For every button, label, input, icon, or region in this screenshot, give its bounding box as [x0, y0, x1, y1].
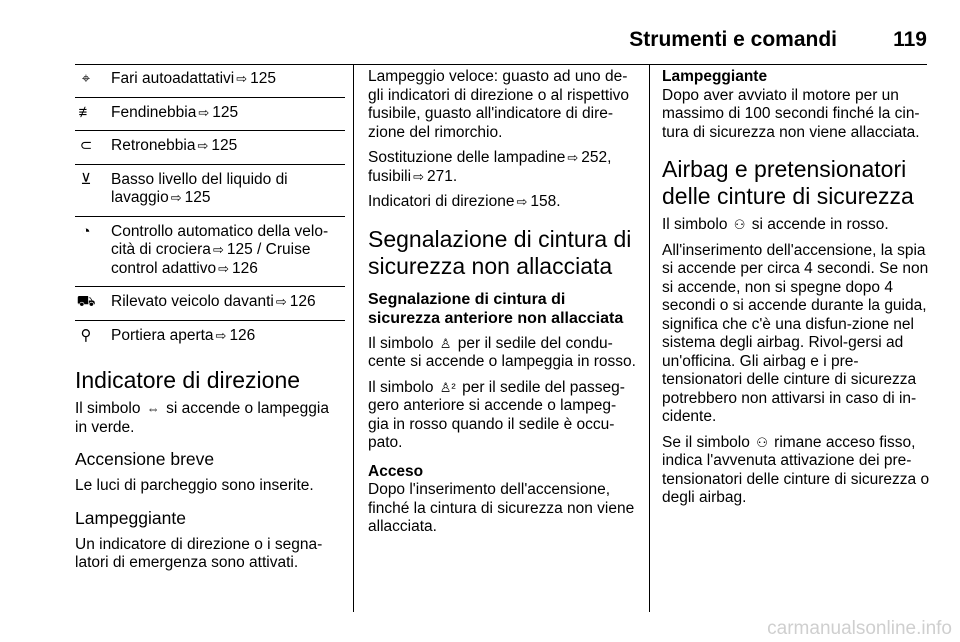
airbag-icon: ⚇: [733, 217, 746, 232]
text: Sostituzione delle lampadine: [368, 149, 566, 166]
indicator-text: / Cruise control adattivo: [111, 241, 311, 277]
page-ref-link[interactable]: ⇨ 125: [211, 241, 253, 258]
front-fog-light-icon: ≢: [78, 103, 94, 121]
subheading: Acceso: [368, 462, 424, 480]
page-title: Strumenti e comandi: [629, 28, 837, 51]
indicator-text: Rilevato veicolo davanti: [111, 293, 274, 310]
text: Il simbolo: [368, 378, 434, 396]
turn-signal-icon: ⇔: [146, 401, 160, 416]
page-number: 119: [893, 28, 927, 51]
text: per il sedile del condu-cente si accende o lampeggia in rosso.: [368, 334, 636, 370]
indicator-text: Portiera aperta: [111, 326, 214, 344]
page-ref-link[interactable]: ⇨ 125: [169, 189, 211, 206]
seatbelt-driver-icon: ♙: [439, 335, 452, 351]
section-heading: Segnalazione di cintura di sicurezza non allacciata: [368, 225, 632, 279]
indicator-text: Retronebbia: [111, 137, 196, 154]
paragraph: [662, 434, 932, 508]
page-ref-link[interactable]: ⇨ 126: [274, 293, 316, 310]
indicator-row-vehicle-ahead: [75, 287, 345, 321]
vehicle-ahead-icon: ⛟: [76, 293, 96, 310]
column-3: [662, 64, 932, 515]
text: rimane acceso fisso, indica l'avvenuta attivazione dei pre-tensionatori delle cinture di sicurezza o degli airbag.: [662, 433, 930, 506]
cruise-control-icon: ◔: [81, 222, 91, 240]
page-ref-link[interactable]: ⇨ 125: [196, 104, 238, 121]
subheading: Accensione breve: [75, 449, 215, 469]
text: si accende o lampeggia in verde.: [75, 400, 329, 436]
indicator-text: Controllo automatico della velo-cità di crociera: [111, 222, 329, 258]
page-ref-link[interactable]: ⇨ 126: [216, 260, 258, 277]
page-header: [75, 20, 927, 65]
page-ref-link[interactable]: ⇨ 125: [195, 137, 237, 154]
page-ref-link[interactable]: ⇨ 252: [565, 149, 607, 166]
paragraph: [368, 149, 636, 186]
column-1: [75, 64, 345, 580]
page-ref-link[interactable]: ⇨ 271: [411, 168, 453, 185]
paragraph: [75, 400, 345, 437]
paragraph: All'inserimento dell'accensione, la spia si accende per circa 4 secondi. Se non si accende, non si spegne dopo 4 secondi o si accende durante la guida, significa che c'è una disfun-zione nel sistema degli airbag. Rivol-gersi ad un'officina. Gli airbag e i pre-tensionatori delle cinture di sicurezza potrebbero non attivarsi in caso di in-cidente.: [662, 241, 929, 425]
text: Se il simbolo: [662, 433, 750, 451]
subheading: Lampeggiante: [75, 507, 186, 528]
indicator-list: [75, 64, 345, 353]
seatbelt-passenger-icon: ♙²: [439, 379, 456, 395]
paragraph: Dopo aver avviato il motore per un massimo di 100 secondi finché la cin-tura di sicurezza non viene allacciata.: [662, 86, 920, 141]
indicator-row-cruise-control: [75, 217, 345, 288]
watermark: carmanualsonline.info: [767, 618, 952, 639]
rear-fog-light-icon: ⊂: [79, 137, 93, 154]
indicator-text: Fendinebbia: [111, 103, 197, 121]
indicator-text: Basso livello del liquido di lavaggio: [111, 170, 288, 206]
text: , fusibili: [368, 149, 612, 185]
column-divider: [649, 64, 650, 612]
subheading: Segnalazione di cintura di sicurezza anteriore non allacciata: [368, 290, 624, 327]
text: si accende in rosso.: [751, 216, 889, 233]
indicator-row-front-fog: [75, 98, 345, 132]
paragraph: Le luci di parcheggio sono inserite.: [75, 477, 314, 494]
subheading: Lampeggiante: [662, 68, 768, 85]
adaptive-headlight-icon: ⌖: [81, 70, 91, 87]
paragraph: [368, 335, 636, 372]
indicator-row-rear-fog: [75, 131, 345, 165]
section-heading: Airbag e pretensionatori delle cinture di sicurezza: [662, 156, 914, 209]
column-2: [368, 64, 636, 544]
paragraph: Lampeggio veloce: guasto ad uno de-gli indicatori di direzione o al rispettivo fusibile, guasto all'indicatore di dire-zione del rimorchio.: [368, 68, 630, 141]
text: Il simbolo: [662, 216, 728, 233]
paragraph: [662, 216, 932, 235]
text: Indicatori di direzione: [368, 193, 515, 210]
text: Il simbolo: [75, 400, 141, 417]
page-ref-link[interactable]: ⇨ 125: [234, 70, 276, 87]
text: Il simbolo: [368, 334, 434, 352]
indicator-row-adaptive-headlights: [75, 64, 345, 98]
indicator-text: Fari autoadattativi: [111, 70, 235, 87]
page-ref-link[interactable]: ⇨ 158: [514, 193, 556, 210]
text: per il sedile del passeg-gero anteriore si accende o lampeg-gia in rosso quando il sedile è occu-pato.: [368, 378, 625, 451]
page-ref-link[interactable]: ⇨ 126: [214, 327, 256, 344]
paragraph: Dopo l'inserimento dell'accensione, finché la cintura di sicurezza non viene allacciata.: [368, 481, 635, 535]
section-heading: Indicatore di direzione: [75, 367, 301, 393]
text: .: [556, 193, 561, 210]
column-divider: [353, 64, 354, 612]
paragraph: Un indicatore di direzione o i segna-latori di emergenza sono attivati.: [75, 535, 323, 571]
paragraph: [368, 193, 636, 212]
airbag-icon: ⚇: [756, 434, 768, 450]
paragraph: [368, 379, 636, 453]
indicator-row-door-open: [75, 321, 345, 354]
text: .: [452, 167, 458, 185]
door-open-icon: ⚲: [80, 326, 92, 344]
washer-fluid-icon: ⊻: [80, 170, 92, 188]
indicator-row-washer-fluid: [75, 165, 345, 217]
